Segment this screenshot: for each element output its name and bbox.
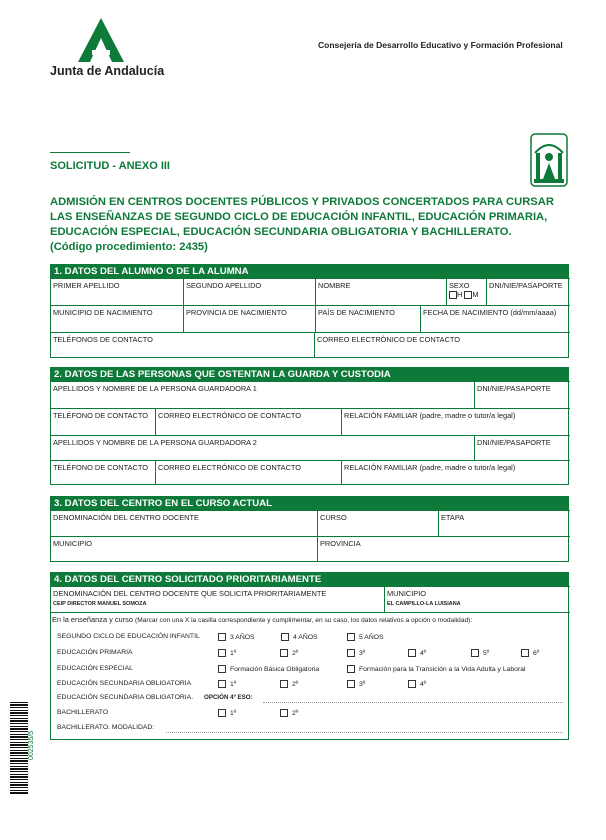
correo-field[interactable]: CORREO ELECTRÓNICO DE CONTACTO: [314, 332, 570, 358]
infantil-label: SEGUNDO CICLO DE EDUCACIÓN INFANTIL: [57, 633, 200, 640]
guardador2-correo-field[interactable]: CORREO ELECTRÓNICO DE CONTACTO: [155, 460, 341, 485]
especial-label: EDUCACIÓN ESPECIAL: [57, 665, 133, 672]
section-title: 1. DATOS DEL ALUMNO O DE LA ALUMNA: [51, 265, 568, 278]
curso-field[interactable]: CURSO: [317, 510, 438, 536]
section-title: 4. DATOS DEL CENTRO SOLICITADO PRIORITARIAMENTE: [51, 573, 568, 586]
barcode: [10, 702, 28, 794]
guardador1-name-field[interactable]: APELLIDOS Y NOMBRE DE LA PERSONA GUARDADORA 1: [50, 381, 474, 408]
primaria-label: EDUCACIÓN PRIMARIA: [57, 649, 133, 656]
primaria-5-option[interactable]: 5º: [471, 649, 489, 657]
eso-2-option[interactable]: 2º: [280, 680, 298, 688]
guardador2-dni-field[interactable]: DNI/NIE/PASAPORTE: [474, 435, 570, 460]
provincia-nacimiento-field[interactable]: PROVINCIA DE NACIMIENTO: [183, 305, 315, 332]
divider: [50, 152, 130, 153]
eso-opcion-field-label: OPCIÓN 4º ESO:: [204, 694, 253, 701]
guardador1-relacion-field[interactable]: RELACIÓN FAMILIAR (padre, madre o tutor/a legal): [341, 408, 570, 435]
etapa-field[interactable]: ETAPA: [438, 510, 570, 536]
instruction: En la enseñanza y curso (Marcar con una X la casilla correspondiente y cumplimentar, en su caso, los datos relativos a opción o modalidad):: [50, 612, 570, 740]
centro-actual-field[interactable]: DENOMINACIÓN DEL CENTRO DOCENTE: [50, 510, 317, 536]
form-title: ADMISIÓN EN CENTROS DOCENTES PÚBLICOS Y PRIVADOS CONCERTADOS PARA CURSAR LAS ENSEÑANZAS DE SEGUNDO CICLO DE EDUCACIÓN INFANTIL, EDUCACIÓN PRIMARIA, EDUCACIÓN ESPECIAL, EDUCACIÓN SECUNDARIA OBLIGATORIA Y BACHILLERATO. (Código procedimiento: 2435): [50, 196, 554, 253]
primaria-3-option[interactable]: 3º: [347, 649, 365, 657]
infantil-5-option[interactable]: 5 AÑOS: [347, 633, 384, 641]
guardador1-dni-field[interactable]: DNI/NIE/PASAPORTE: [474, 381, 570, 408]
infantil-3-option[interactable]: 3 AÑOS: [218, 633, 255, 641]
bach-label: BACHILLERATO: [57, 709, 109, 716]
nombre-field[interactable]: NOMBRE: [315, 278, 446, 305]
especial-tval-option[interactable]: Formación para la Transición a la Vida Adulta y Laboral: [347, 665, 526, 673]
eso-1-option[interactable]: 1º: [218, 680, 236, 688]
fecha-nacimiento-field[interactable]: FECHA DE NACIMIENTO (dd/mm/aaaa): [420, 305, 570, 332]
section-current-school: [50, 496, 569, 562]
municipio-nacimiento-field[interactable]: MUNICIPIO DE NACIMIENTO: [50, 305, 183, 332]
guardador1-telefono-field[interactable]: TELÉFONO DE CONTACTO: [50, 408, 155, 435]
bach-modalidad-input[interactable]: [166, 732, 563, 733]
guardador2-name-field[interactable]: APELLIDOS Y NOMBRE DE LA PERSONA GUARDADORA 2: [50, 435, 474, 460]
bach-modalidad-label: BACHILLERATO. MODALIDAD:: [57, 724, 155, 731]
sexo-field: SEXO H M: [446, 278, 486, 305]
section-title: 3. DATOS DEL CENTRO EN EL CURSO ACTUAL: [51, 497, 568, 510]
telefonos-field[interactable]: TELÉFONOS DE CONTACTO: [50, 332, 314, 358]
primer-apellido-field[interactable]: PRIMER APELLIDO: [50, 278, 183, 305]
annex-label: SOLICITUD - ANEXO III: [50, 160, 170, 172]
bach-1-option[interactable]: 1º: [218, 709, 236, 717]
pais-nacimiento-field[interactable]: PAÍS DE NACIMIENTO: [315, 305, 420, 332]
department-name: Consejería de Desarrollo Educativo y Formación Profesional: [318, 40, 563, 50]
eso-3-option[interactable]: 3º: [347, 680, 365, 688]
segundo-apellido-field[interactable]: SEGUNDO APELLIDO: [183, 278, 315, 305]
section-guardians: [50, 367, 569, 485]
section-title: 2. DATOS DE LAS PERSONAS QUE OSTENTAN LA GUARDA Y CUSTODIA: [51, 368, 568, 381]
bach-2-option[interactable]: 2º: [280, 709, 298, 717]
primaria-1-option[interactable]: 1º: [218, 649, 236, 657]
guardador2-telefono-field[interactable]: TELÉFONO DE CONTACTO: [50, 460, 155, 485]
dni-field[interactable]: DNI/NIE/PASAPORTE: [486, 278, 570, 305]
sexo-h-checkbox[interactable]: [449, 291, 457, 299]
procedure-code: (Código procedimiento: 2435): [50, 241, 208, 253]
municipio-value: EL CAMPILLO-LA LUISIANA: [387, 601, 461, 607]
guardador1-correo-field[interactable]: CORREO ELECTRÓNICO DE CONTACTO: [155, 408, 341, 435]
eso-opcion-input[interactable]: [263, 702, 563, 703]
primaria-2-option[interactable]: 2º: [280, 649, 298, 657]
infantil-4-option[interactable]: 4 AÑOS: [281, 633, 318, 641]
provincia-field[interactable]: PROVINCIA: [317, 536, 570, 562]
primaria-4-option[interactable]: 4º: [408, 649, 426, 657]
especial-fbo-option[interactable]: Formación Básica Obligatoria: [218, 665, 319, 673]
section-student: [50, 264, 569, 358]
municipio-field[interactable]: MUNICIPIO: [50, 536, 317, 562]
section-requested-school: [50, 572, 569, 740]
eso-label: EDUCACIÓN SECUNDARIA OBLIGATORIA: [57, 680, 192, 687]
centro-solicitado-field[interactable]: DENOMINACIÓN DEL CENTRO DOCENTE QUE SOLICITA PRIORITARIAMENTE CEIP DIRECTOR MANUEL SOMOZA: [50, 586, 384, 612]
municipio-solicitado-field[interactable]: MUNICIPIO EL CAMPILLO-LA LUISIANA: [384, 586, 570, 612]
seal-icon: [530, 133, 568, 187]
primaria-6-option[interactable]: 6º: [521, 649, 539, 657]
eso-opcion-label: EDUCACIÓN SECUNDARIA OBLIGATORIA.: [57, 694, 194, 701]
org-name: Junta de Andalucía: [50, 64, 165, 78]
barcode-number: 002535/5: [28, 730, 35, 760]
centro-value: CEIP DIRECTOR MANUEL SOMOZA: [53, 601, 147, 607]
junta-logo: [78, 18, 124, 62]
guardador2-relacion-field[interactable]: RELACIÓN FAMILIAR (padre, madre o tutor/a legal): [341, 460, 570, 485]
eso-4-option[interactable]: 4º: [408, 680, 426, 688]
